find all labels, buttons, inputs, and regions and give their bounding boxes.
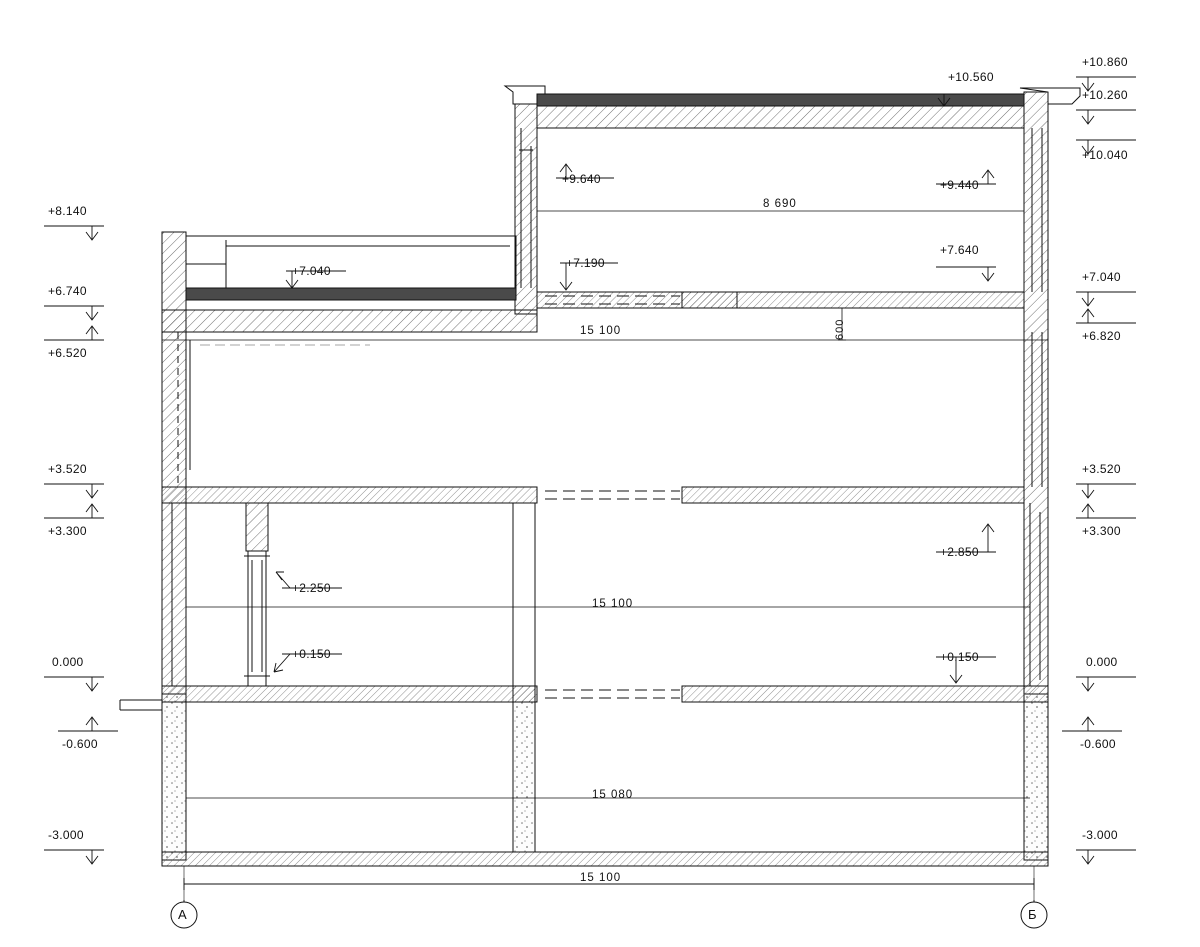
elevation-label-inner-9: +0.150 [940,650,979,664]
elevation-label-inner-4: +7.190 [566,256,605,270]
dimension-15100-mid: 15 100 [592,598,634,610]
elevation-label-left-6: -0.600 [62,737,98,751]
dimension-15080: 15 080 [592,789,634,801]
elevation-label-left-7: -3.000 [48,828,84,842]
elevation-label-right-4: +6.820 [1082,329,1121,343]
elevation-label-left-1: +6.740 [48,284,87,298]
elevation-label-right-6: +3.300 [1082,524,1121,538]
elevation-label-inner-7: +2.250 [292,581,331,595]
elevation-label-inner-3: +7.640 [940,243,979,257]
elevation-label-right-2: +10.040 [1082,148,1128,162]
elevation-label-left-0: +8.140 [48,204,87,218]
dimension-15100-upper: 15 100 [580,325,622,337]
elevation-label-left-4: +3.300 [48,524,87,538]
elevation-label-inner-1: +9.640 [562,172,601,186]
elevation-label-right-7: 0.000 [1086,655,1118,669]
elevation-label-inner-2: +9.440 [940,178,979,192]
elevation-label-left-2: +6.520 [48,346,87,360]
elevation-label-right-9: -3.000 [1082,828,1118,842]
elevation-label-right-1: +10.260 [1082,88,1128,102]
axis-label-a: А [178,907,187,922]
elevation-label-right-8: -0.600 [1080,737,1116,751]
elevation-label-left-5: 0.000 [52,655,84,669]
dimension-15100-overall: 15 100 [580,872,622,884]
elevation-label-inner-0: +10.560 [948,70,994,84]
dimension-600-vertical: 600 [834,318,846,340]
elevation-label-right-5: +3.520 [1082,462,1121,476]
elevation-label-right-0: +10.860 [1082,55,1128,69]
elevation-label-inner-6: +2.850 [940,545,979,559]
axis-label-b: Б [1028,907,1037,922]
elevation-label-right-3: +7.040 [1082,270,1121,284]
elevation-label-inner-5: +7.040 [292,264,331,278]
elevation-label-inner-8: +0.150 [292,647,331,661]
dimension-8690: 8 690 [763,198,797,210]
elevation-label-left-3: +3.520 [48,462,87,476]
